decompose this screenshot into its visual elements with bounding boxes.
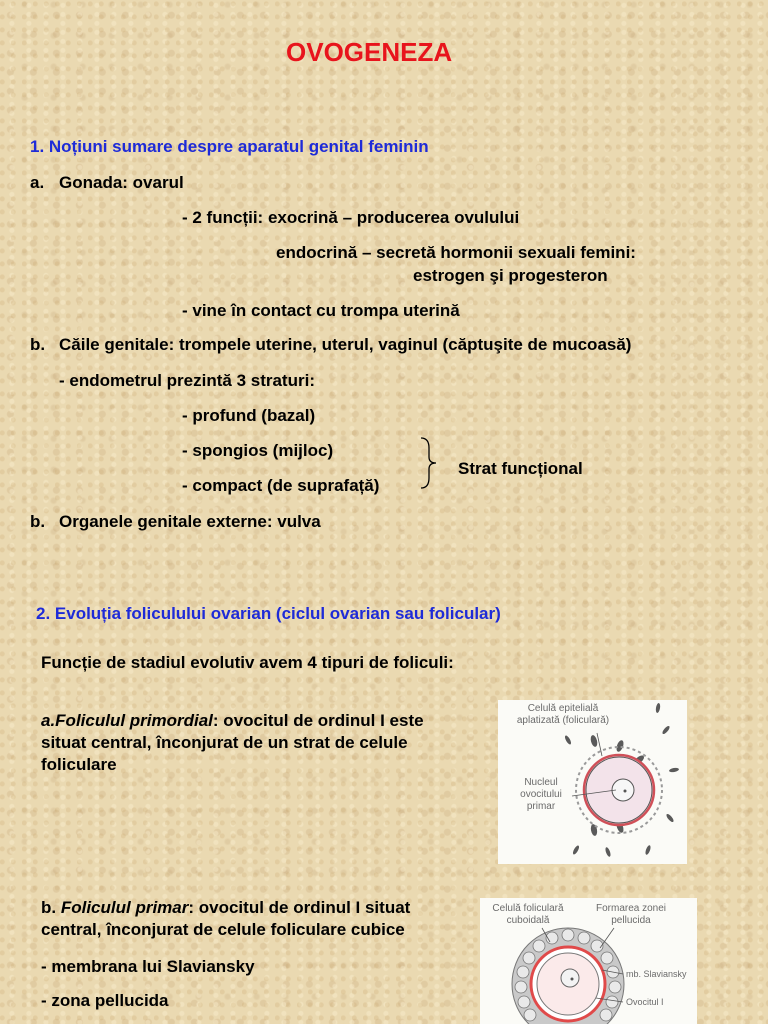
item-c-label: b.: [30, 512, 46, 531]
item-a-label: a.: [30, 173, 45, 192]
primary-follicle-figure: [480, 898, 697, 1024]
oocyte-nucleus-label: Nucleul ovocitului primar: [520, 777, 562, 812]
functional-layer-label: Strat funcțional: [458, 459, 583, 478]
item-b-label: b.: [30, 335, 46, 354]
oocyte-label: Ovocitul I: [626, 997, 664, 1007]
primary-follicle-prefix: b.: [41, 898, 61, 917]
primordial-follicle-text: : ovocitul de ordinul I este situat central, înconjurat de un strat de celule foliculare: [41, 711, 424, 774]
layer-spongy: - spongios (mijloc): [182, 441, 334, 460]
curly-brace-icon: [419, 436, 441, 490]
layer-compact: - compact (de suprafață): [182, 476, 380, 495]
hormones-list: estrogen şi progesteron: [413, 266, 608, 285]
follicle-types-intro: Funcție de stadiul evolutiv avem 4 tipuri de foliculi:: [41, 653, 454, 672]
section2-heading: 2. Evoluția foliculului ovarian (ciclul ovarian sau folicular): [36, 604, 501, 623]
endometrium-layers: - endometrul prezintă 3 straturi:: [59, 371, 315, 390]
slaviansky-membrane: - membrana lui Slaviansky: [41, 957, 255, 976]
tube-contact: - vine în contact cu trompa uterină: [182, 301, 460, 320]
zona-pellucida: - zona pellucida: [41, 991, 169, 1010]
primary-follicle-text: : ovocitul de ordinul I situat central, înconjurat de celule foliculare cubice: [41, 898, 411, 939]
page-title: OVOGENEZA: [286, 37, 453, 67]
primordial-follicle-term: a.Foliculul primordial: [41, 711, 213, 730]
layer-deep: - profund (bazal): [182, 406, 316, 425]
ovary-functions: - 2 funcții: exocrină – producerea ovulului: [182, 208, 520, 227]
epithelial-cell-label: Celulă epitelială aplatizată (foliculară): [516, 703, 610, 726]
endocrine-function: endocrină – secretă hormonii sexuali femini:: [276, 243, 636, 262]
item-a-text: Gonada: ovarul: [59, 173, 184, 192]
item-b-text: Căile genitale: trompele uterine, uterul, vaginul (căptuşite de mucoasă): [59, 335, 632, 354]
cuboidal-cell-label: Celulă foliculară cuboidală: [492, 903, 564, 926]
primary-follicle-description: [41, 897, 471, 941]
item-c-text: Organele genitale externe: vulva: [59, 512, 321, 531]
primordial-follicle-description: [41, 710, 461, 776]
zona-formation-label: Formarea zonei pellucida: [595, 903, 667, 926]
primary-follicle-term: Foliculul primar: [60, 898, 189, 917]
section1-heading: 1. Noțiuni sumare despre aparatul genital feminin: [30, 137, 429, 156]
slaviansky-membrane-label: mb. Slaviansky: [626, 969, 687, 979]
primordial-follicle-figure: [498, 700, 687, 864]
